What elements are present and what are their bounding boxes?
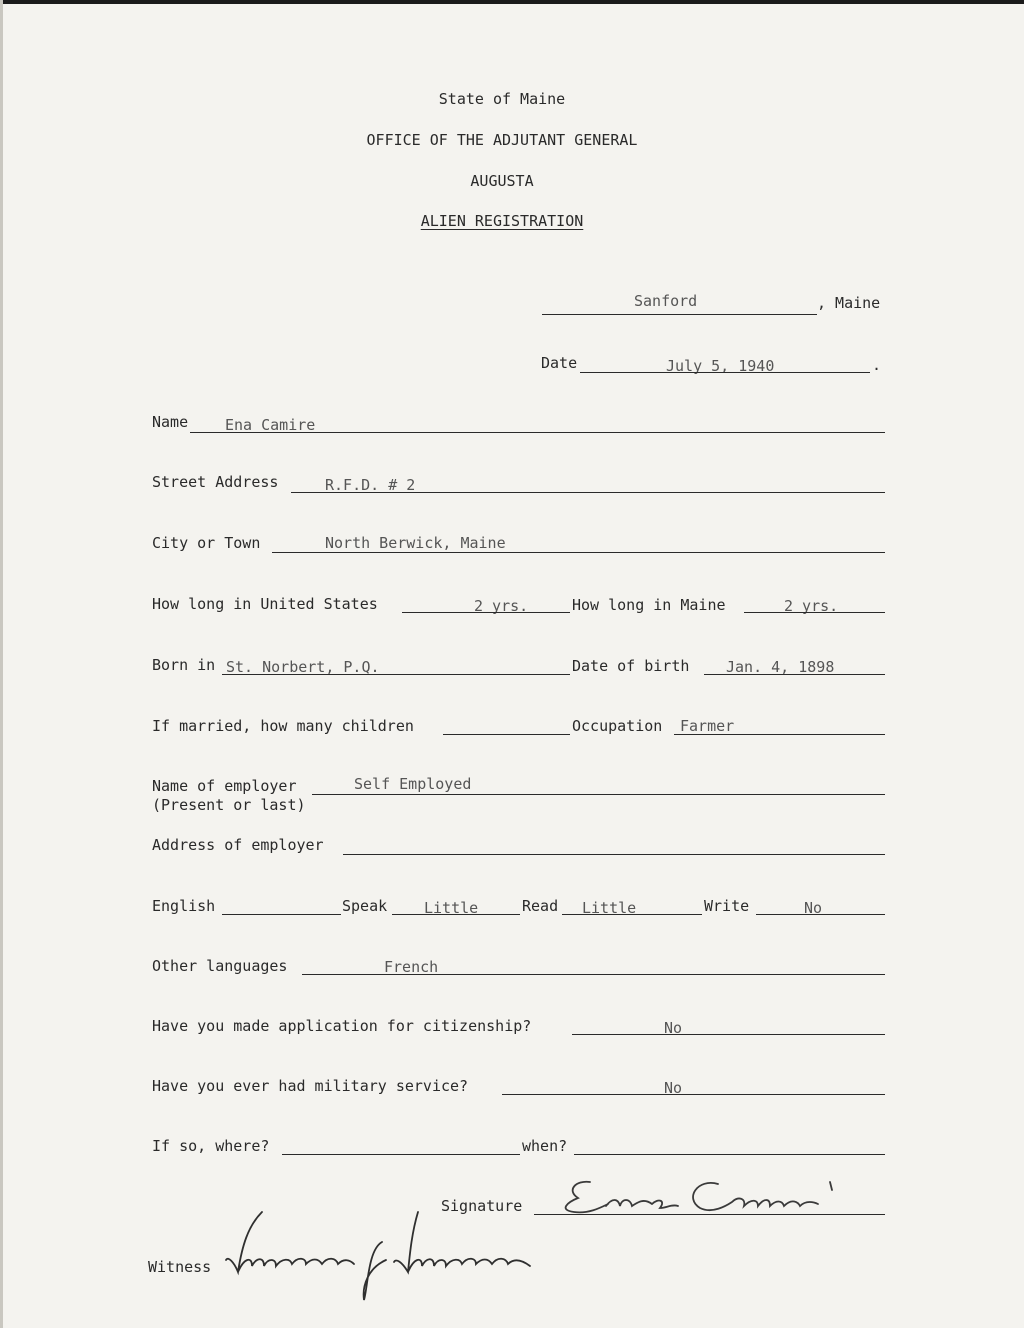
occupation-label: Occupation (572, 717, 663, 735)
citizenship-label: Have you made application for citizenship? (152, 1017, 532, 1035)
location-town: Sanford (634, 292, 698, 310)
when-line (574, 1154, 885, 1155)
street-address-value: R.F.D. # 2 (325, 476, 416, 494)
how-long-maine-line (744, 612, 885, 613)
city-value: North Berwick, Maine (325, 534, 506, 552)
how-long-maine-label: How long in Maine (572, 596, 726, 614)
header-state: State of Maine (438, 90, 566, 108)
speak-label: Speak (342, 897, 388, 915)
military-value: No (664, 1079, 683, 1097)
how-long-us-line (402, 612, 570, 613)
header-office: OFFICE OF THE ADJUTANT GENERAL (366, 131, 638, 149)
other-languages-label: Other languages (152, 957, 288, 975)
born-in-line (222, 674, 570, 675)
name-label: Name (152, 413, 189, 431)
other-languages-value: French (384, 958, 439, 976)
city-line (272, 552, 885, 553)
scan-edge-top (0, 0, 1024, 4)
employer-sublabel: (Present or last) (152, 796, 306, 814)
header-city: AUGUSTA (470, 172, 534, 190)
date-value: July 5, 1940 (666, 357, 775, 375)
born-in-label: Born in (152, 656, 216, 674)
write-line (756, 914, 885, 915)
english-label: English (152, 897, 216, 915)
where-line (282, 1154, 520, 1155)
write-value: No (804, 899, 823, 917)
speak-value: Little (424, 899, 479, 917)
signature-label: Signature (441, 1197, 523, 1215)
street-address-label: Street Address (152, 473, 279, 491)
other-languages-line (302, 974, 885, 975)
name-value: Ena Camire (225, 416, 316, 434)
occupation-line (674, 734, 885, 735)
date-of-birth-value: Jan. 4, 1898 (726, 658, 835, 676)
citizenship-value: No (664, 1019, 683, 1037)
witness-signature (218, 1206, 558, 1306)
military-label: Have you ever had military service? (152, 1077, 469, 1095)
how-long-us-label: How long in United States (152, 595, 378, 613)
street-address-line (291, 492, 885, 493)
location-state: , Maine (817, 294, 881, 312)
city-label: City or Town (152, 534, 261, 552)
where-label: If so, where? (152, 1137, 270, 1155)
scan-edge-left (0, 0, 3, 1328)
employer-value: Self Employed (354, 775, 472, 793)
date-line (580, 372, 870, 373)
employer-line (312, 794, 885, 795)
when-label: when? (522, 1137, 568, 1155)
read-value: Little (582, 899, 637, 917)
read-label: Read (522, 897, 559, 915)
children-line (443, 734, 570, 735)
applicant-signature (548, 1168, 868, 1228)
citizenship-line (572, 1034, 885, 1035)
write-label: Write (704, 897, 750, 915)
name-line (190, 432, 885, 433)
how-long-maine-value: 2 yrs. (784, 597, 839, 615)
children-label: If married, how many children (152, 717, 414, 735)
how-long-us-value: 2 yrs. (474, 597, 529, 615)
speak-line (392, 914, 520, 915)
occupation-value: Farmer (680, 717, 735, 735)
form-title: ALIEN REGISTRATION (420, 212, 584, 230)
born-in-value: St. Norbert, P.Q. (226, 658, 380, 676)
witness-label: Witness (148, 1258, 212, 1276)
read-line (562, 914, 702, 915)
date-of-birth-label: Date of birth (572, 657, 690, 675)
date-of-birth-line (704, 674, 885, 675)
location-line (542, 314, 817, 315)
english-line (222, 914, 341, 915)
employer-address-line (343, 854, 885, 855)
military-line (502, 1094, 885, 1095)
date-terminal: . (872, 356, 882, 374)
date-label: Date (541, 354, 578, 372)
employer-address-label: Address of employer (152, 836, 324, 854)
employer-label: Name of employer (152, 777, 297, 795)
